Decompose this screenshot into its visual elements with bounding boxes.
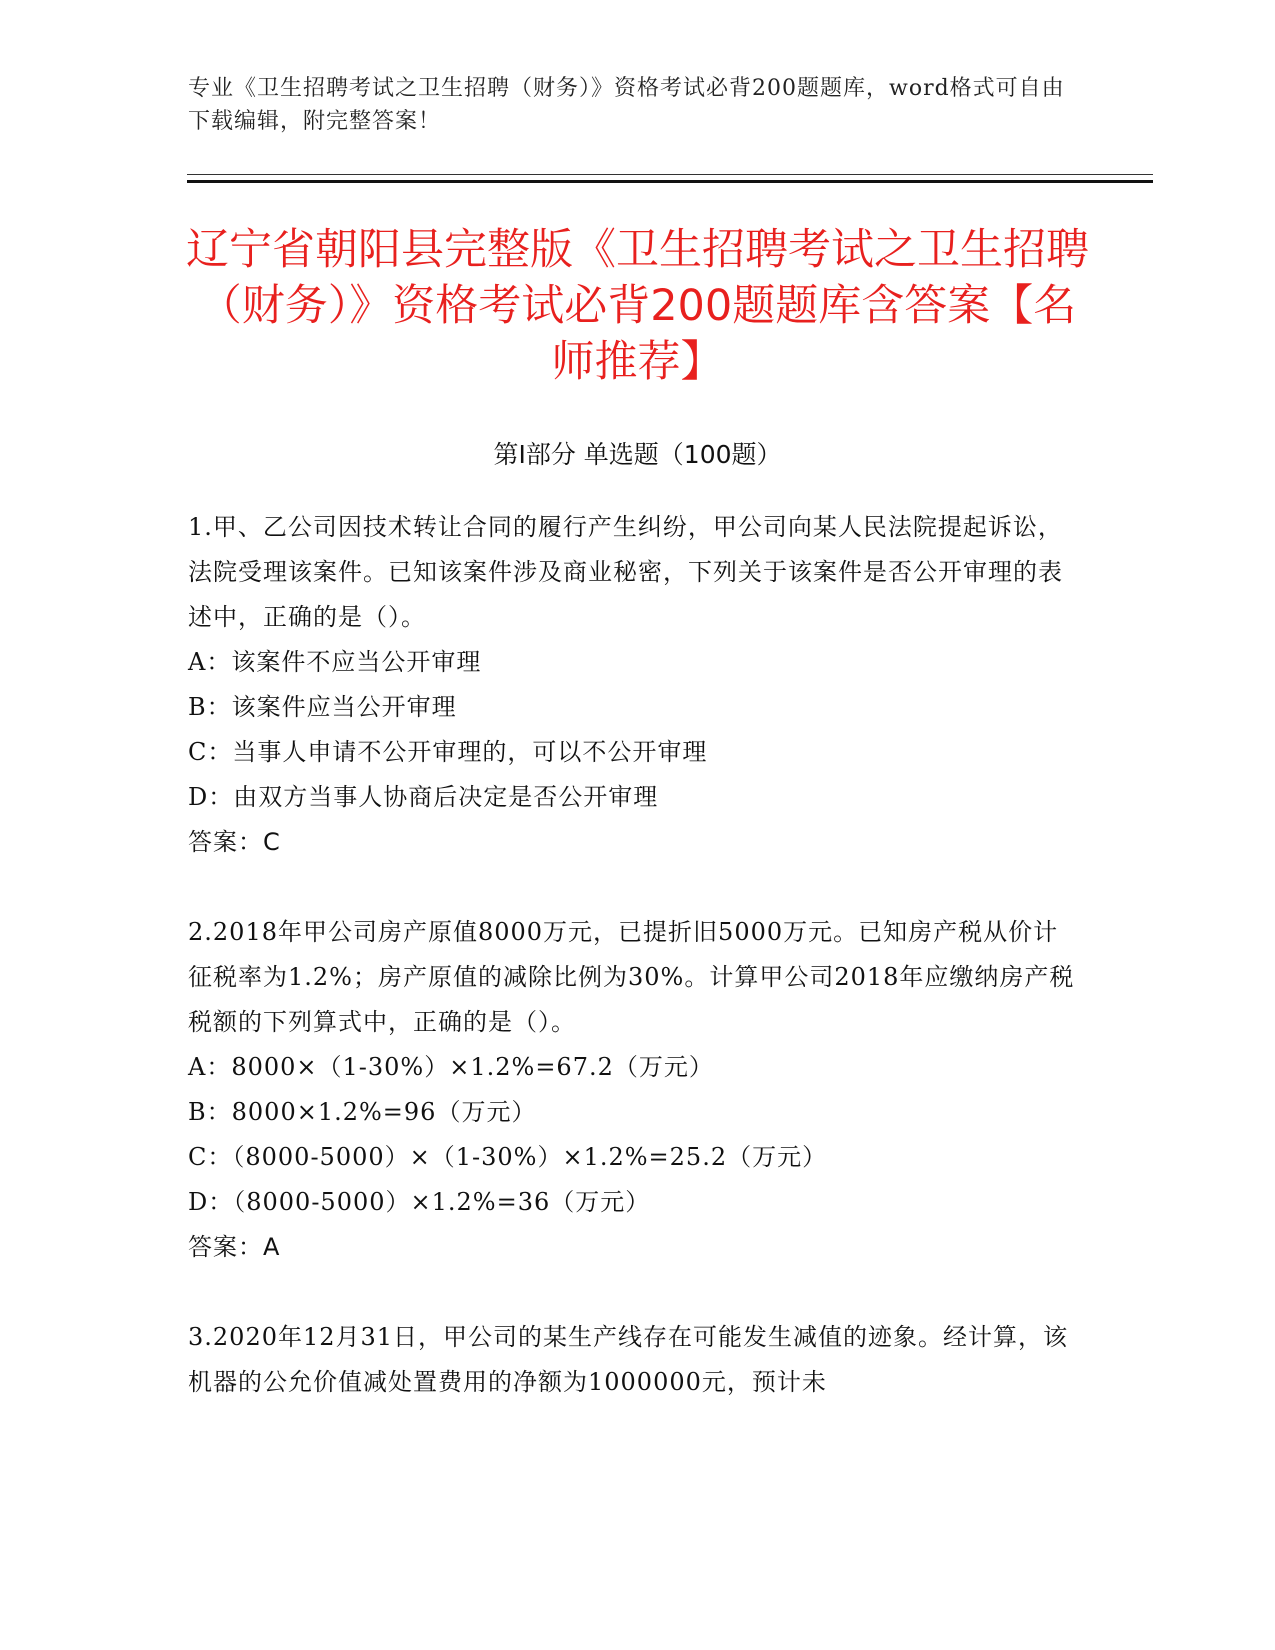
header-divider-thick	[187, 180, 1153, 183]
question-stem: 2.2018年甲公司房产原值8000万元，已提折旧5000万元。已知房产税从价计征税率为1.2%；房产原值的减除比例为30%。计算甲公司2018年应缴纳房产税税额的下列算式中，正确的是（）。	[188, 918, 1075, 1036]
question-2	[188, 910, 1078, 1270]
option-c: C：当事人申请不公开审理的，可以不公开审理	[188, 738, 708, 766]
option-d: D：（8000-5000）×1.2%=36（万元）	[188, 1188, 651, 1216]
section-title: 第Ⅰ部分 单选题（100题）	[493, 440, 782, 469]
question-3	[188, 1315, 1078, 1405]
option-a: A：该案件不应当公开审理	[188, 648, 482, 676]
answer: 答案：A	[188, 1233, 281, 1261]
header-note: 专业《卫生招聘考试之卫生招聘（财务）》资格考试必背200题题库，word格式可自由下载编辑，附完整答案！	[188, 76, 1065, 134]
option-d: D：由双方当事人协商后决定是否公开审理	[188, 783, 659, 811]
question-1	[188, 505, 1078, 865]
option-b: B：该案件应当公开审理	[188, 693, 457, 721]
question-stem: 3.2020年12月31日，甲公司的某生产线存在可能发生减值的迹象。经计算，该机器的公允价值减处置费用的净额为1000000元，预计未	[188, 1323, 1069, 1396]
answer: 答案：C	[188, 828, 281, 856]
option-a: A：8000×（1-30%）×1.2%=67.2（万元）	[188, 1053, 714, 1081]
option-b: B：8000×1.2%=96（万元）	[188, 1098, 537, 1126]
header-divider-thin	[187, 174, 1153, 175]
document-title: 辽宁省朝阳县完整版《卫生招聘考试之卫生招聘（财务）》资格考试必背200题题库含答案【名师推荐】	[186, 225, 1089, 387]
option-c: C：（8000-5000）×（1-30%）×1.2%=25.2（万元）	[188, 1143, 828, 1171]
question-stem: 1.甲、乙公司因技术转让合同的履行产生纠纷，甲公司向某人民法院提起诉讼，法院受理该案件。已知该案件涉及商业秘密，下列关于该案件是否公开审理的表述中，正确的是（）。	[188, 513, 1063, 631]
